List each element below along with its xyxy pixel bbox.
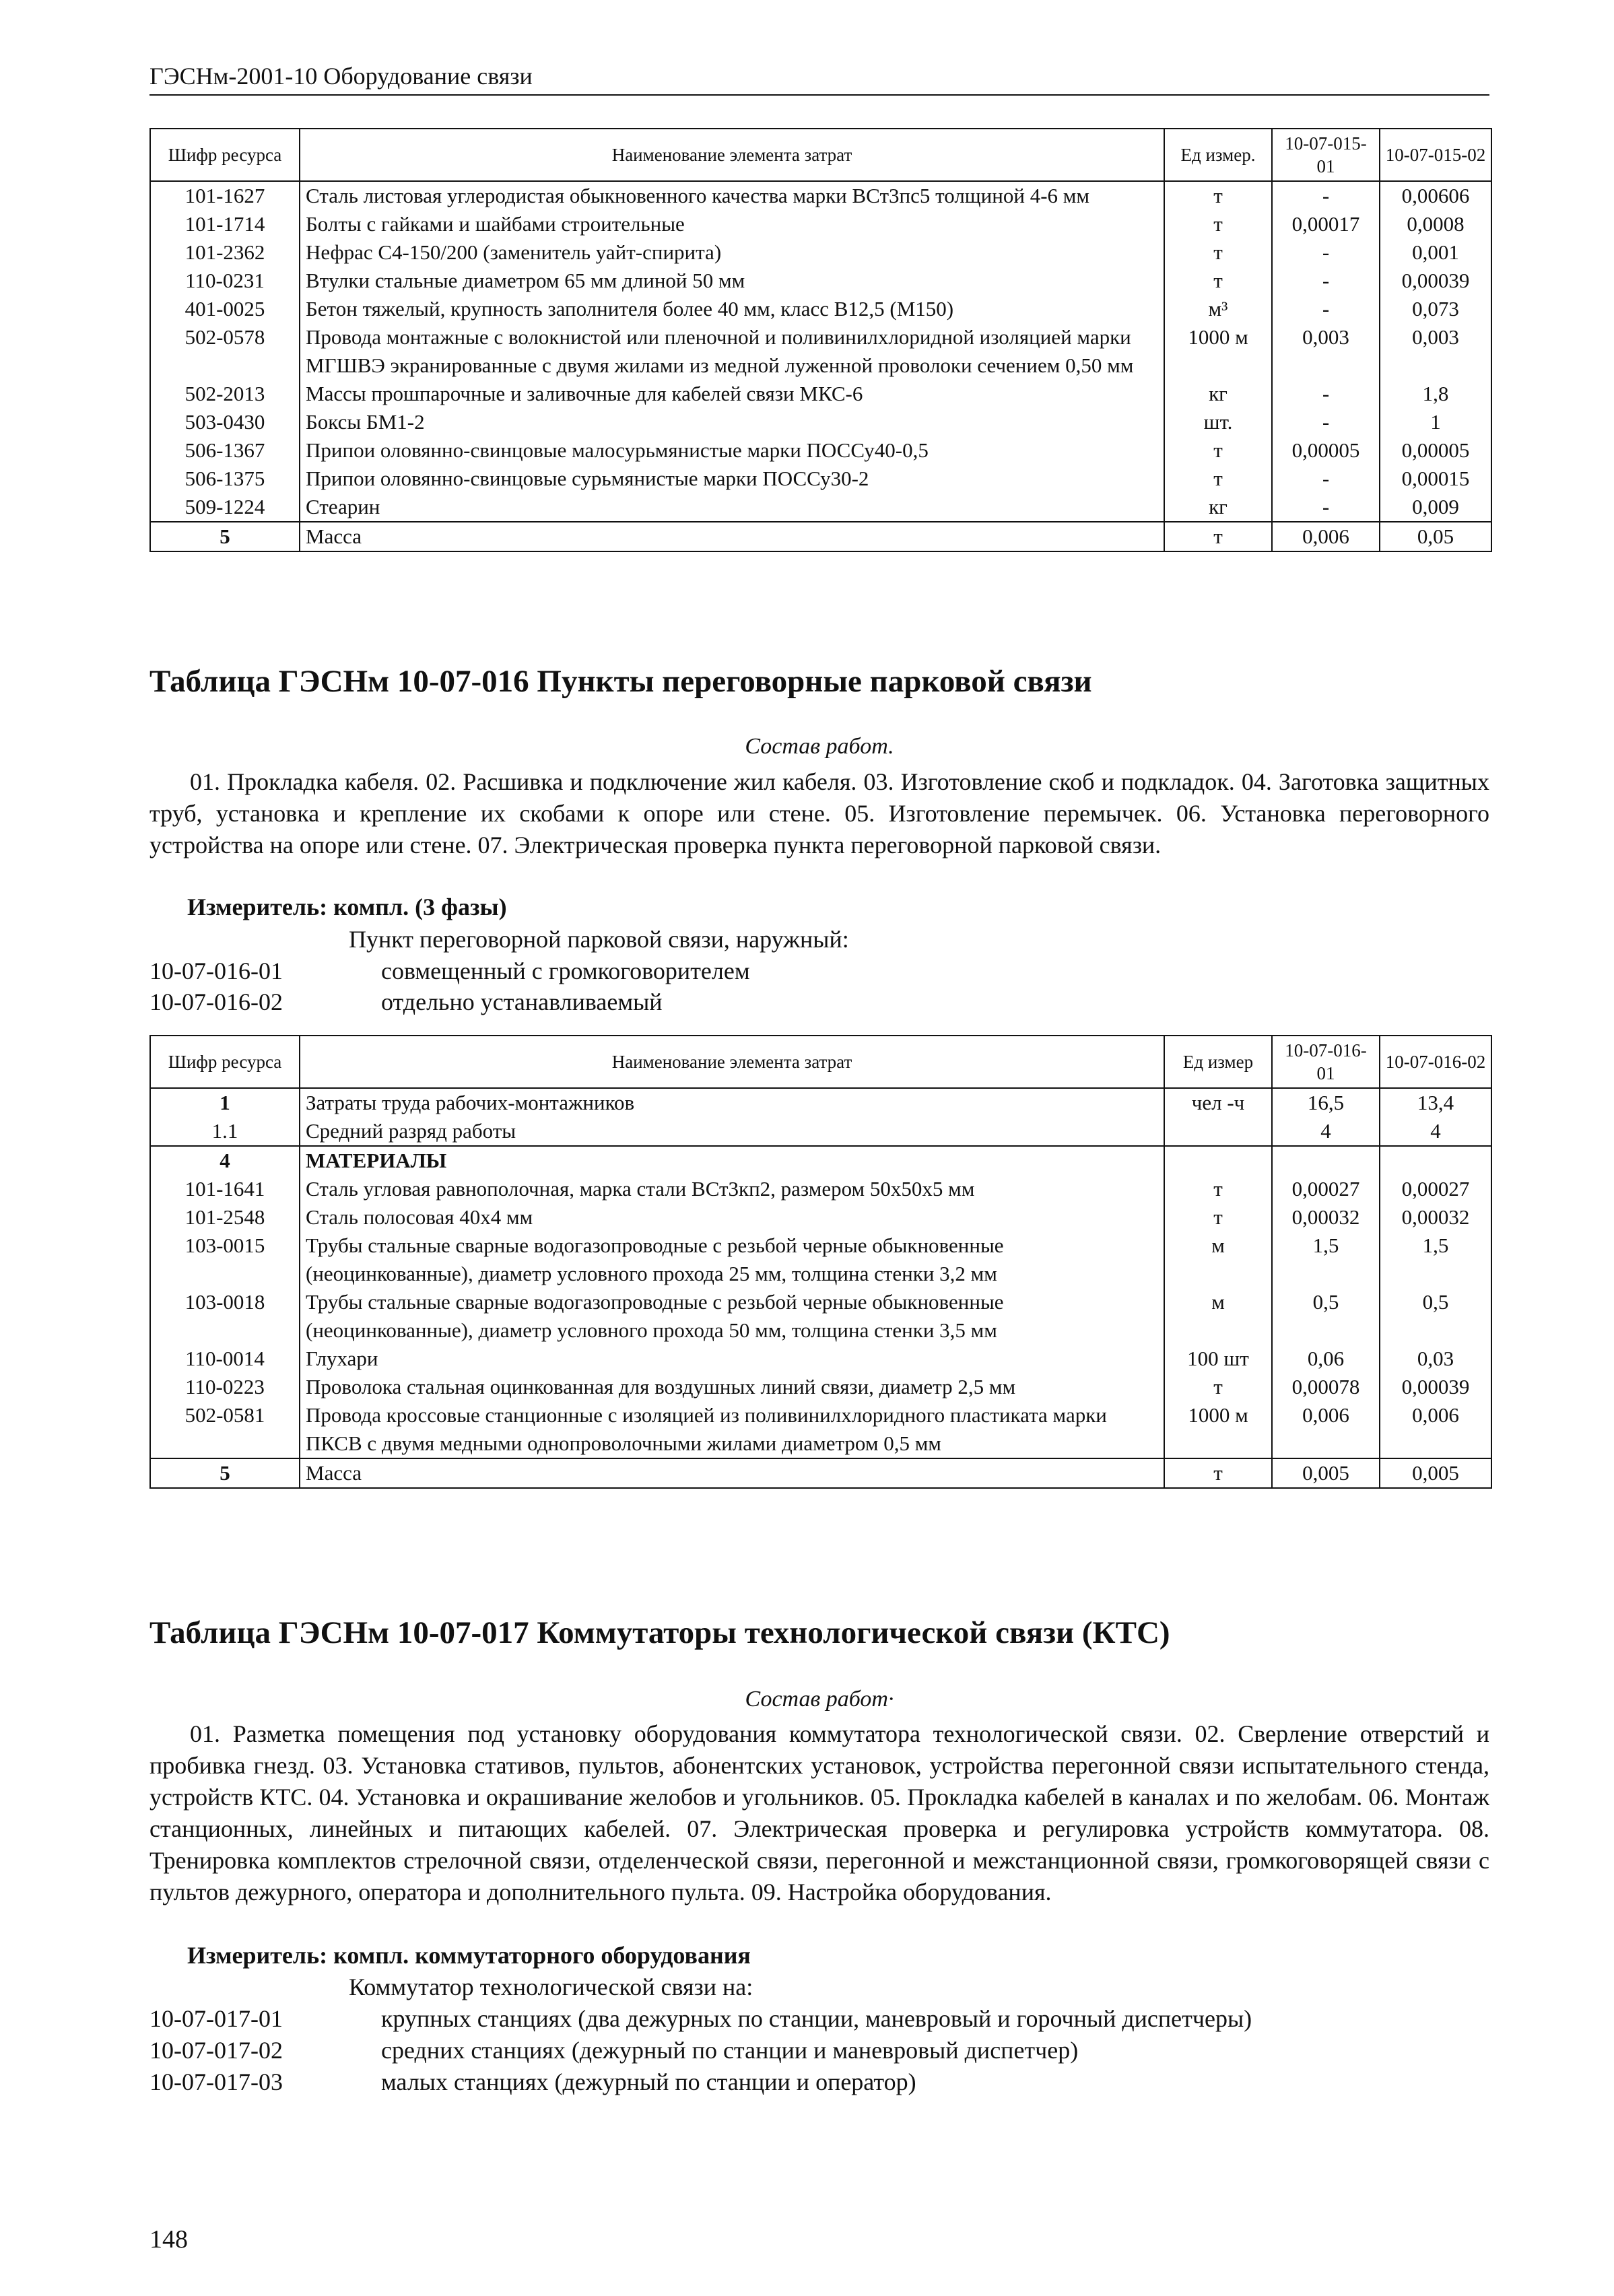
page-header: ГЭСНм-2001-10 Оборудование связи	[149, 62, 1489, 96]
table-row: 502-0578 Провода монтажные с волокнистой или пленочной и поливинилхлоридной изоляцией марки МГШВЭ экранированные с двумя жилами из медной луженной проволоки сечением 0,50 мм 1000 м 0,003 0,003	[150, 323, 1491, 380]
table-row: 103-0018 Трубы стальные сварные водогазопроводные с резьбой черные обыкновенные (неоцинкованные), диаметр условного прохода 50 мм, толщина стенки 3,5 мм м 0,5 0,5	[150, 1288, 1491, 1345]
item-code: 10-07-016-02	[149, 988, 283, 1015]
item-code: 10-07-017-03	[149, 2068, 283, 2095]
table-row: 1 Затраты труда рабочих-монтажников чел -ч 16,5 13,4	[150, 1088, 1491, 1117]
table-row: 101-2548 Сталь полосовая 40х4 мм т 0,00032 0,00032	[150, 1203, 1491, 1231]
table-row: 110-0231 Втулки стальные диаметром 65 мм длиной 50 мм т - 0,00039	[150, 267, 1491, 295]
header-col2: 10-07-016-02	[1380, 1036, 1491, 1088]
table-row: 509-1224 Стеарин кг - 0,009	[150, 493, 1491, 522]
work-composition-label-017: Состав работ·	[745, 1687, 894, 1712]
work-composition-label-016: Состав работ.	[745, 734, 894, 759]
table-row: 101-2362 Нефрас С4-150/200 (заменитель уайт-спирита) т - 0,001	[150, 238, 1491, 267]
item-text: крупных станциях (два дежурных по станции, маневровый и горочный диспетчеры)	[381, 2005, 1252, 2032]
item-intro-016: Пункт переговорной парковой связи, наружный:	[349, 926, 849, 953]
table-row: 506-1367 Припои оловянно-свинцовые малосурьмянистые марки ПОССу40-0,5 т 0,00005 0,00005	[150, 436, 1491, 465]
header-col1: 10-07-016-01	[1272, 1036, 1380, 1088]
table-row-total: 5 Масса т 0,005 0,005	[150, 1458, 1491, 1488]
table-row: 1.1 Средний разряд работы 4 4	[150, 1117, 1491, 1146]
item-text: отдельно устанавливаемый	[381, 988, 663, 1015]
item-code: 10-07-017-02	[149, 2037, 283, 2064]
section-title-017: Таблица ГЭСНм 10-07-017 Коммутаторы технологической связи (КТС)	[149, 1615, 1170, 1650]
header-col1: 10-07-015-01	[1272, 129, 1380, 181]
section-title-016: Таблица ГЭСНм 10-07-016 Пункты переговорные парковой связи	[149, 664, 1092, 699]
measure-016: Измеритель: компл. (3 фазы)	[187, 893, 507, 920]
table-row-group-heading: 4 МАТЕРИАЛЫ	[150, 1146, 1491, 1175]
resource-table-016	[149, 1035, 1492, 1489]
header-name: Наименование элемента затрат	[300, 129, 1164, 181]
table-row: 101-1641 Сталь угловая равнополочная, марка стали ВСт3кп2, размером 50х50х5 мм т 0,00027 0,00027	[150, 1175, 1491, 1203]
item-code: 10-07-017-01	[149, 2005, 283, 2032]
table-row: 506-1375 Припои оловянно-свинцовые сурьмянистые марки ПОССу30-2 т - 0,00015	[150, 465, 1491, 493]
table-row: 101-1627 Сталь листовая углеродистая обыкновенного качества марки ВСт3пс5 толщиной 4-6 мм т - 0,00606	[150, 181, 1491, 210]
item-text: средних станциях (дежурный по станции и маневровый диспетчер)	[381, 2037, 1079, 2064]
table-row: 101-1714 Болты с гайками и шайбами строительные т 0,00017 0,0008	[150, 210, 1491, 238]
table-row: 103-0015 Трубы стальные сварные водогазопроводные с резьбой черные обыкновенные (неоцинкованные), диаметр условного прохода 25 мм, толщина стенки 3,2 мм м 1,5 1,5	[150, 1231, 1491, 1288]
table-row: 110-0014 Глухари 100 шт 0,06 0,03	[150, 1345, 1491, 1373]
table-row-total: 5 Масса т 0,006 0,05	[150, 522, 1491, 551]
header-name: Наименование элемента затрат	[300, 1036, 1164, 1088]
page-number: 148	[149, 2225, 188, 2254]
table-row: 502-0581 Провода кроссовые станционные с изоляцией из поливинилхлоридного пластиката марки ПКСВ с двумя медными однопроволочными жилами диаметром 0,5 мм 1000 м 0,006 0,006	[150, 1401, 1491, 1458]
item-text: совмещенный с громкоговорителем	[381, 957, 750, 984]
item-code: 10-07-016-01	[149, 957, 283, 984]
work-composition-text-016: 01. Прокладка кабеля. 02. Расшивка и подключение жил кабеля. 03. Изготовление скоб и подкладок. 04. Заготовка защитных труб, установка и крепление их скобами к опоре или стене. 05. Изготовление перемычек. 06. Установка переговорного устройства на опоре или стене. 07. Электрическая проверка пункта переговорной парковой связи.	[149, 768, 1489, 858]
header-code: Шифр ресурса	[150, 1036, 300, 1088]
work-composition-text-017: 01. Разметка помещения под установку оборудования коммутатора технологической связи. 02. Сверление отверстий и пробивка гнезд. 03. Установка стативов, пультов, абонентских установок, устройства перегонной связи испытательного стенда, устройств КТС. 04. Установка и окрашивание желобов и угольников. 05. Прокладка кабелей в каналах и по желобам. 06. Монтаж станционных, линейных и питающих кабелей. 07. Электрическая проверка и регулировка устройств коммутатора. 08. Тренировка комплектов стрелочной связи, отделенческой связи, перегонной и межстанционной связи, громкоговорящей связи с пультов дежурного, оператора и дополнительного пульта. 09. Настройка оборудования.	[149, 1720, 1489, 1905]
header-code: Шифр ресурса	[150, 129, 300, 181]
table-row: 502-2013 Массы прошпарочные и заливочные для кабелей связи МКС-6 кг - 1,8	[150, 380, 1491, 408]
item-intro-017: Коммутатор технологической связи на:	[349, 1973, 753, 2000]
measure-017: Измеритель: компл. коммутаторного оборудования	[187, 1942, 751, 1969]
table-row: 110-0223 Проволока стальная оцинкованная для воздушных линий связи, диаметр 2,5 мм т 0,00078 0,00039	[150, 1373, 1491, 1401]
header-unit: Ед измер	[1164, 1036, 1272, 1088]
header-unit: Ед измер.	[1164, 129, 1272, 181]
item-text: малых станциях (дежурный по станции и оператор)	[381, 2068, 916, 2095]
table-row: 401-0025 Бетон тяжелый, крупность заполнителя более 40 мм, класс В12,5 (М150) м³ - 0,073	[150, 295, 1491, 323]
table-row: 503-0430 Боксы БМ1-2 шт. - 1	[150, 408, 1491, 436]
resource-table-015	[149, 128, 1492, 552]
header-col2: 10-07-015-02	[1380, 129, 1491, 181]
